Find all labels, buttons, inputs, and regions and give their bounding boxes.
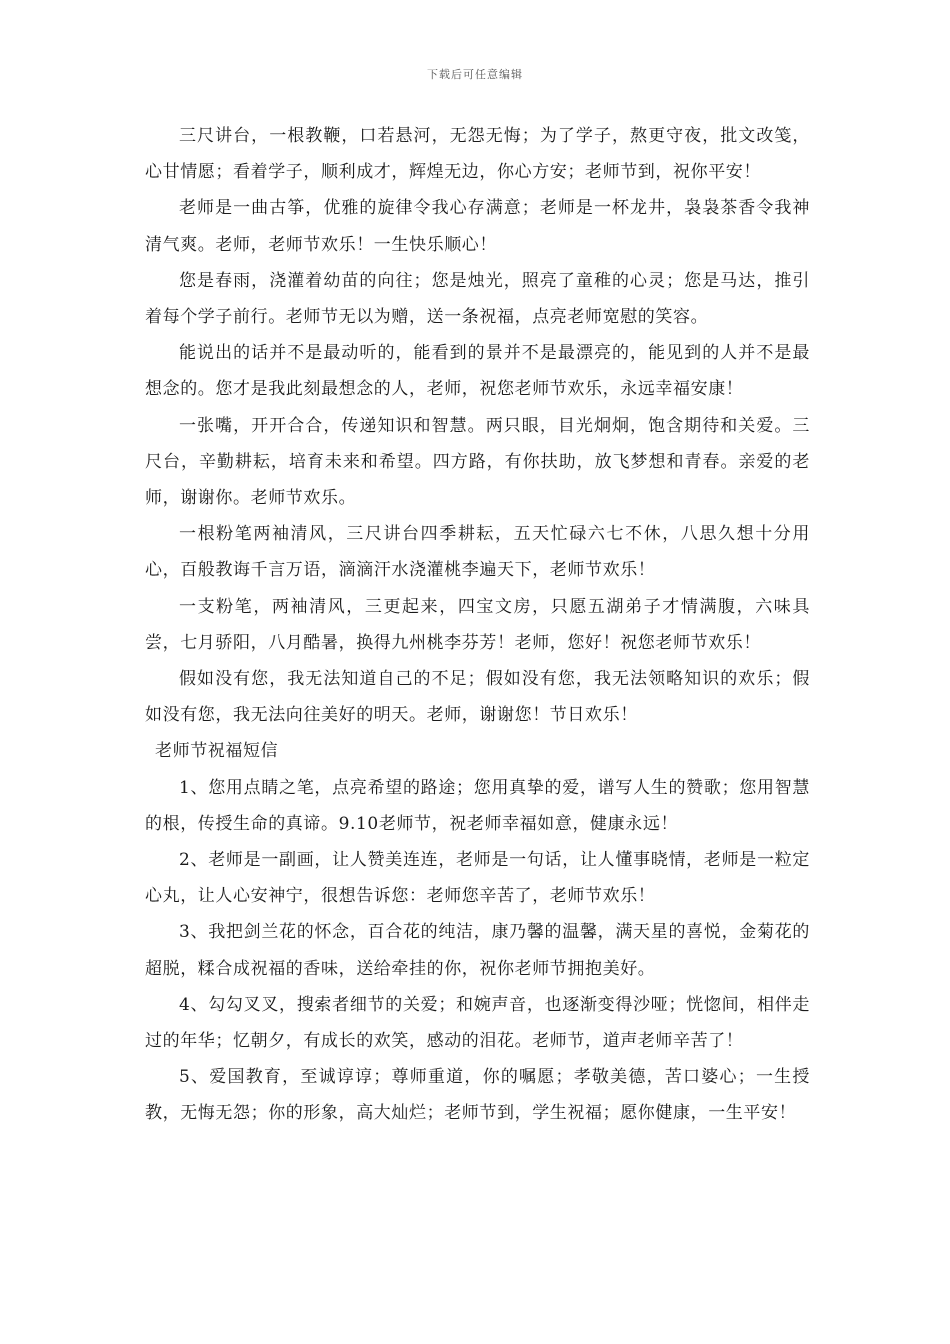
numbered-item: 1、您用点睛之笔，点亮希望的路途；您用真挚的爱，谱写人生的赞歌；您用智慧的根，传授生命的真谛。9.10老师节，祝老师幸福如意，健康永远！	[145, 777, 810, 834]
paragraph: 三尺讲台，一根教鞭，口若悬河，无怨无悔；为了学子，熬更守夜，批文改笺，心甘情愿；看着学子，顺利成才，辉煌无边，你心方安；老师节到，祝你平安！	[145, 126, 810, 183]
paragraph: 老师是一曲古筝，优雅的旋律令我心存满意；老师是一杯龙井，袅袅茶香令我神清气爽。老师，老师节欢乐！一生快乐顺心！	[145, 198, 810, 255]
numbered-item: 5、爱国教育，至诚谆谆；尊师重道，你的嘱愿；孝敬美德，苦口婆心；一生授教，无悔无怨；你的形象，高大灿烂；老师节到，学生祝福；愿你健康，一生平安！	[145, 1067, 810, 1124]
page-header: 下载后可任意编辑	[427, 68, 523, 81]
numbered-item: 2、老师是一副画，让人赞美连连，老师是一句话，让人懂事晓情，老师是一粒定心丸，让人心安神宁，很想告诉您：老师您辛苦了，老师节欢乐！	[145, 850, 810, 907]
paragraph: 您是春雨，浇灌着幼苗的向往；您是烛光，照亮了童稚的心灵；您是马达，推引着每个学子前行。老师节无以为赠，送一条祝福，点亮老师宽慰的笑容。	[145, 270, 810, 328]
document-body	[145, 118, 810, 1132]
numbered-item: 4、勾勾叉叉，搜索者细节的关爱；和婉声音，也逐渐变得沙哑；恍惚间，相伴走过的年华；忆朝夕，有成长的欢笑，感动的泪花。老师节，道声老师辛苦了！	[145, 994, 810, 1052]
paragraph: 假如没有您，我无法知道自己的不足；假如没有您，我无法领略知识的欢乐；假如没有您，我无法向往美好的明天。老师，谢谢您！节日欢乐！	[145, 669, 810, 726]
paragraph: 一张嘴，开开合合，传递知识和智慧。两只眼，目光炯炯，饱含期待和关爱。三尺台，辛勤耕耘，培育未来和希望。四方路，有你扶助，放飞梦想和青春。亲爱的老师，谢谢你。老师节欢乐。	[145, 415, 810, 509]
section-title: 老师节祝福短信	[155, 741, 279, 762]
paragraph: 一支粉笔，两袖清风，三更起来，四宝文房，只愿五湖弟子才情满腹，六味具尝，七月骄阳，八月酷暑，换得九州桃李芬芳！老师，您好！祝您老师节欢乐！	[145, 596, 810, 653]
paragraph: 一根粉笔两袖清风，三尺讲台四季耕耘，五天忙碌六七不休，八思久想十分用心，百般教诲千言万语，滴滴汗水浇灌桃李遍天下，老师节欢乐！	[145, 524, 810, 581]
numbered-item: 3、我把剑兰花的怀念，百合花的纯洁，康乃馨的温馨，满天星的喜悦，金菊花的超脱，糅合成祝福的香味，送给牵挂的你，祝你老师节拥抱美好。	[145, 922, 810, 979]
paragraph: 能说出的话并不是最动听的，能看到的景并不是最漂亮的，能见到的人并不是最想念的。您才是我此刻最想念的人，老师，祝您老师节欢乐，永远幸福安康！	[145, 343, 810, 400]
